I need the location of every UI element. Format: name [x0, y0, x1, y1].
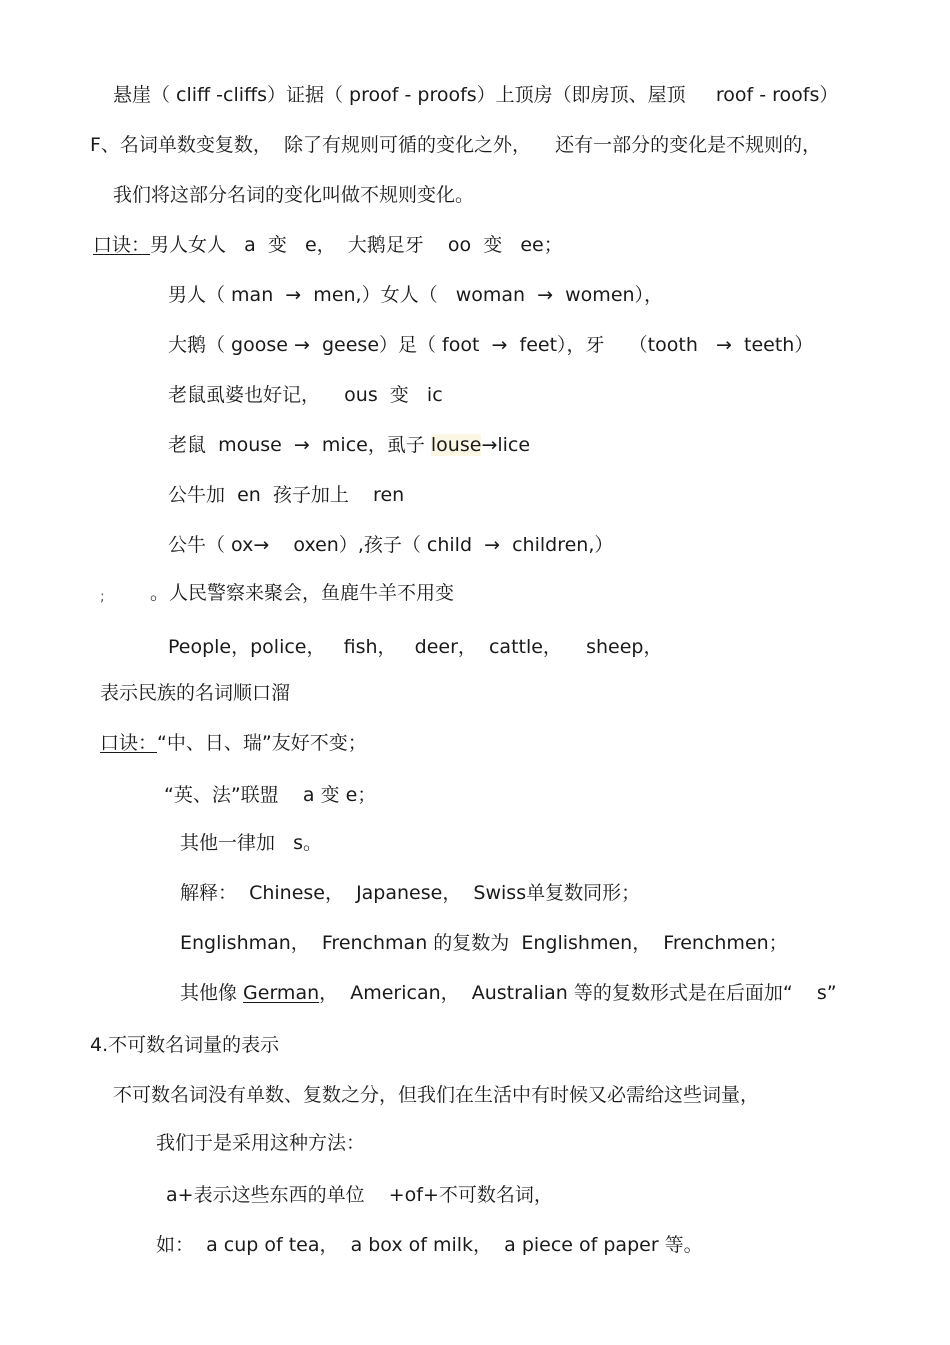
text-line-cliff-proof-roof: 悬崖（ cliff -cliffs）证据（ proof - proofs）上顶房（即房顶、屋顶 roof - roofs）: [113, 84, 839, 106]
plural-s-text: ， American， Australian 等的复数形式是在后面加“ s”: [319, 982, 837, 1004]
text-line-german-american: [180, 981, 837, 1005]
text-line-method: 我们于是采用这种方法：: [156, 1132, 366, 1154]
text-line-people-police-rule: 。人民警察来聚会，鱼鹿牛羊不用变: [150, 582, 455, 604]
mouse-text: 老鼠 mouse → mice，虱子: [168, 434, 431, 456]
text-line-uncountable-desc: 不可数名词没有单数、复数之分，但我们在生活中有时候又必需给这些词量，: [113, 1084, 760, 1106]
stray-semicolon-mark: ;: [100, 589, 105, 605]
text-line-man-woman: 男人（ man → men,）女人（ woman → women），: [168, 284, 664, 306]
text-line-examples: 如： a cup of tea， a box of milk， a piece of paper 等。: [156, 1234, 703, 1256]
text-line-mouse-louse-rule: 老鼠虱婆也好记， ous 变 ic: [168, 384, 443, 406]
german-underlined: German: [243, 982, 320, 1004]
text-line-formula: a+表示这些东西的单位 +of+不可数名词，: [166, 1184, 553, 1206]
section-heading-uncountable: 4.不可数名词量的表示: [90, 1034, 280, 1056]
text-line-english-french-rule: “英、法”联盟 a 变 e；: [164, 784, 377, 806]
text-line-irregular-intro-2: 我们将这部分名词的变化叫做不规则变化。: [113, 184, 475, 206]
text-line-others-add-s: 其他一律加 s。: [180, 832, 323, 854]
others-like-text: 其他像: [180, 982, 244, 1004]
mnemonic-text: 男人女人 a 变 e， 大鹅足牙 oo 变 ee；: [150, 234, 563, 256]
mnemonic-label: 口诀：: [93, 234, 151, 256]
louse-highlight: louse: [430, 434, 482, 456]
text-line-mnemonic-2: [100, 731, 367, 755]
text-line-mouse-louse: [168, 433, 530, 457]
mnemonic-text-2: “中、日、瑞”友好不变；: [157, 732, 367, 754]
text-line-unchanged-nouns: People，police， fish， deer， cattle， sheep，: [168, 636, 663, 658]
text-line-explanation: 解释： Chinese， Japanese， Swiss单复数同形；: [180, 882, 641, 904]
text-line-nationality-title: 表示民族的名词顺口溜: [100, 682, 291, 704]
text-line-irregular-intro: F、名词单数变复数， 除了有规则可循的变化之外， 还有一部分的变化是不规则的，: [90, 134, 822, 156]
text-line-goose-foot-tooth: 大鹅（ goose → geese）足（ foot → feet），牙 （tooth → teeth）: [168, 334, 814, 356]
text-line-mnemonic-1: [93, 233, 563, 257]
lice-text: →lice: [481, 434, 531, 456]
mnemonic-label-2: 口诀：: [100, 732, 158, 754]
text-line-ox-child: 公牛（ ox→ oxen）,孩子（ child → children,）: [168, 534, 614, 556]
text-line-englishman-frenchman: Englishman， Frenchman 的复数为 Englishmen， Frenchmen；: [180, 932, 788, 954]
text-line-ox-child-rule: 公牛加 en 孩子加上 ren: [168, 484, 405, 506]
